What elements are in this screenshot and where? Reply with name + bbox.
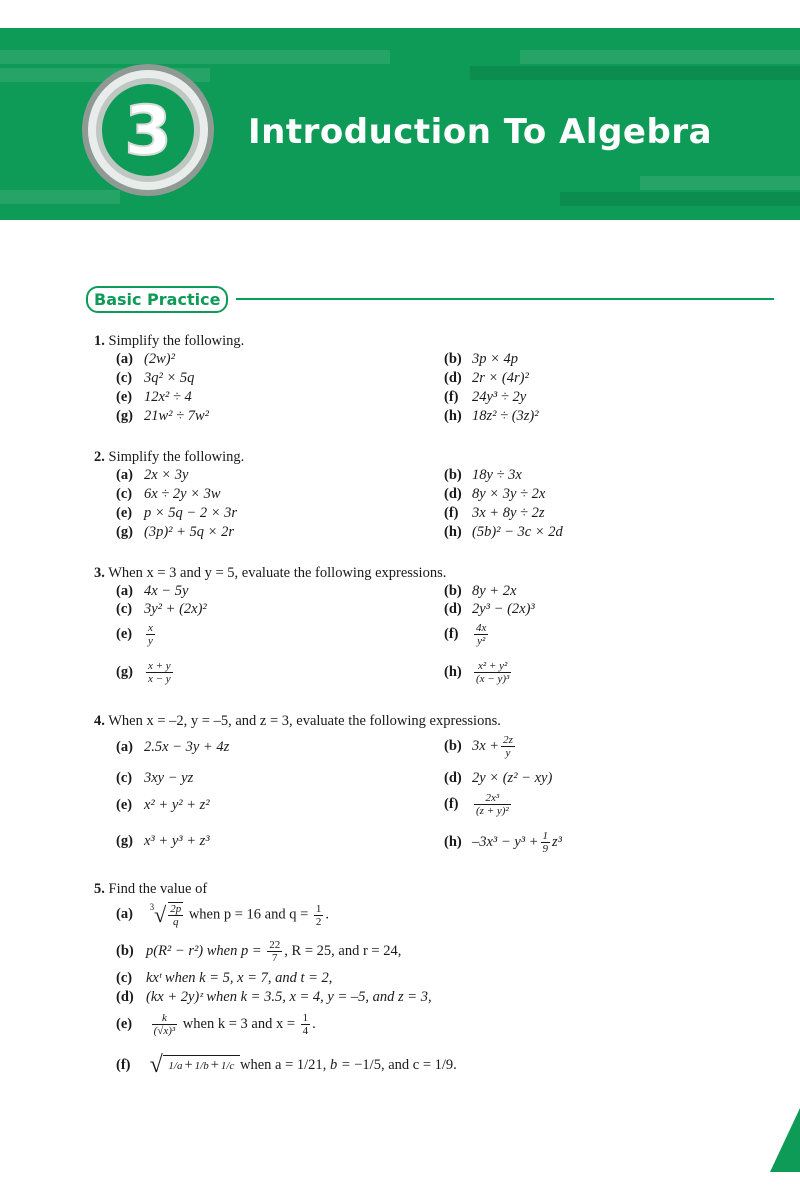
q4-item-h: (h) –3x³ − y³ + $\frac{1}{9}$ z³	[444, 830, 563, 855]
q5-item-c: (c) kxᵗ when k = 5, x = 7, and t = 2,	[116, 970, 333, 986]
q1-item-b: (b) 3p × 4p	[444, 351, 519, 367]
q1-item-e: (e) 12x² ÷ 4	[116, 389, 192, 405]
q3-item-b: (b) 8y + 2x	[444, 583, 517, 599]
q4-item-f: (f) $\frac{\text{2x³}}{\text{(z + y)²}}$	[444, 792, 509, 817]
q3-item-d: (d) 2y³ − (2x)³	[444, 601, 535, 617]
q1-item-f: (f) 24y³ ÷ 2y	[444, 389, 527, 405]
q2-item-a: (a) 2x × 3y	[116, 467, 189, 483]
question-number: 4.	[94, 713, 105, 729]
q5-item-d: (d) (kx + 2y)ᶻ when k = 3.5, x = 4, y = –5, and z = 3,	[116, 989, 432, 1005]
q1-item-g: (g) 21w² ÷ 7w²	[116, 408, 209, 424]
q2-item-f: (f) 3x + 8y ÷ 2z	[444, 505, 545, 521]
q5-item-e: (e) $\frac{k}{\text{(√x)³}}$ when k = 3 and x = $\frac{1}{4}$ .	[116, 1012, 316, 1037]
question-number: 5.	[94, 881, 105, 897]
question-number: 1.	[94, 333, 105, 349]
q3-item-a: (a) 4x − 5y	[116, 583, 189, 599]
q4-item-d: (d) 2y × (z² − xy)	[444, 770, 553, 786]
q1-item-h: (h) 18z² ÷ (3z)²	[444, 408, 539, 424]
q5-item-b: (b) p(R² − r²) when p = $\frac{22}{7}$ , R = 25, and r = 24,	[116, 939, 402, 964]
q4-item-a: (a) 2.5x − 3y + 4z	[116, 739, 230, 755]
question-4	[94, 712, 501, 731]
page-corner-tab	[770, 1108, 800, 1172]
q3-item-g: (g) $\frac{x + y}{x - y}$	[116, 660, 171, 685]
question-prompt: Simplify the following.	[108, 449, 245, 465]
question-3	[94, 564, 446, 583]
q4-item-b: (b) 3x + $\frac{2z}{y}$	[444, 734, 513, 759]
q4-item-g: (g) x³ + y³ + z³	[116, 833, 210, 849]
q2-item-g: (g) (3p)² + 5q × 2r	[116, 524, 234, 540]
q3-item-c: (c) 3y² + (2x)²	[116, 601, 207, 617]
q5-item-f: (f) √ 1/a + 1/b + 1/c when a = 1/21, b = −1/5, and c = 1/9.	[116, 1052, 457, 1078]
q4-item-c: (c) 3xy − yz	[116, 770, 194, 786]
q1-item-c: (c) 3q² × 5q	[116, 370, 195, 386]
chapter-title: Introduction To Algebra	[248, 112, 713, 152]
q2-item-b: (b) 18y ÷ 3x	[444, 467, 522, 483]
question-number: 2.	[94, 449, 105, 465]
q3-item-h: (h) $\frac{\text{x² + y²}}{\text{(x − y)³}}$	[444, 660, 510, 685]
q1-item-d: (d) 2r × (4r)²	[444, 370, 529, 386]
question-prompt: Find the value of	[108, 881, 208, 897]
question-prompt: When x = 3 and y = 5, evaluate the following expressions.	[108, 565, 447, 581]
question-5	[94, 880, 207, 899]
question-1	[94, 332, 244, 351]
q3-item-f: (f) $\frac{4x}{\text{y²}}$	[444, 622, 487, 647]
question-prompt: Simplify the following.	[108, 333, 245, 349]
q5-item-a: (a) $^3$√ $\frac{2p}{q}$ when p = 16 and q = $\frac{1}{2}$ .	[116, 902, 330, 928]
q1-item-a: (a) (2w)²	[116, 351, 175, 367]
section-label: Basic Practice	[86, 286, 228, 313]
q2-item-d: (d) 8y × 3y ÷ 2x	[444, 486, 546, 502]
question-2	[94, 448, 244, 467]
chapter-number-badge	[80, 62, 216, 198]
section-header	[86, 286, 228, 313]
q2-item-c: (c) 6x ÷ 2y × 3w	[116, 486, 221, 502]
q2-item-h: (h) (5b)² − 3c × 2d	[444, 524, 563, 540]
chapter-number: 3	[124, 92, 172, 171]
q3-item-e: (e) $\frac{x}{y}$	[116, 622, 153, 647]
q4-item-e: (e) x² + y² + z²	[116, 797, 210, 813]
section-rule	[236, 298, 774, 300]
q2-item-e: (e) p × 5q − 2 × 3r	[116, 505, 237, 521]
question-number: 3.	[94, 565, 105, 581]
question-prompt: When x = –2, y = –5, and z = 3, evaluate the following expressions.	[108, 713, 501, 729]
